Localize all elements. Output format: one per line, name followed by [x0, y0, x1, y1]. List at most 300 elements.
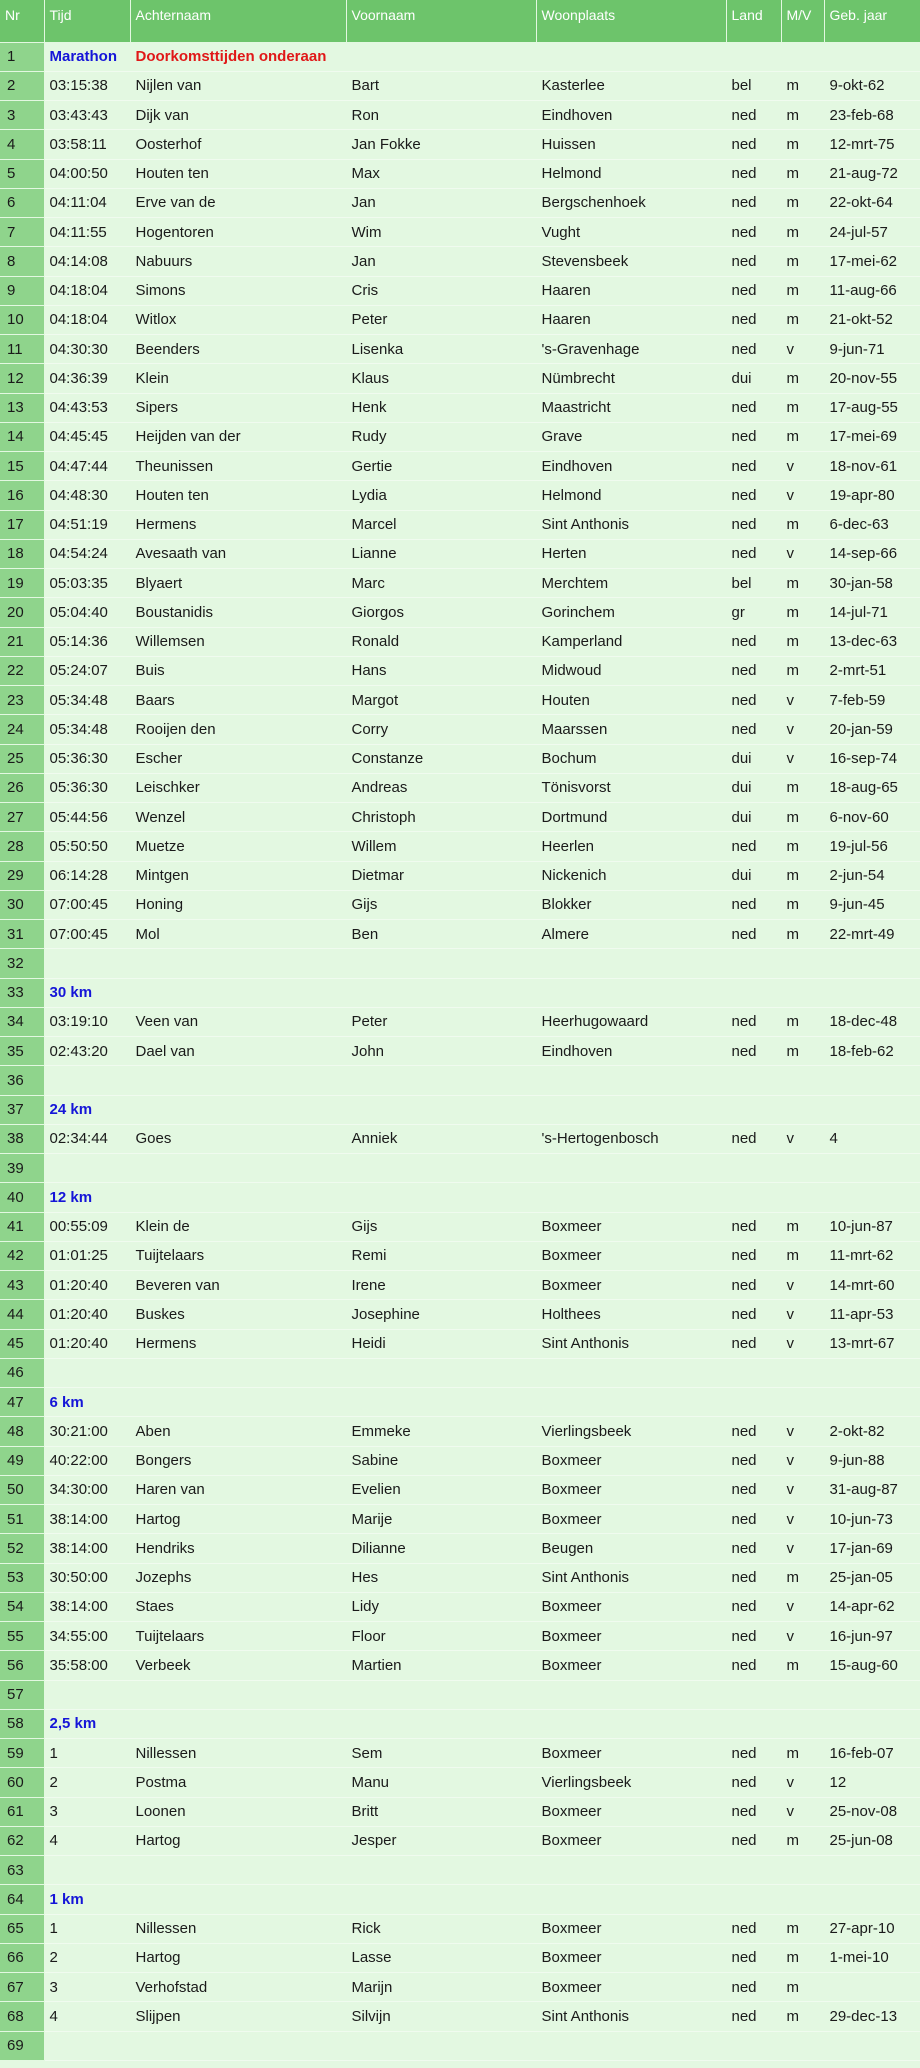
- cell-tijd: 40:22:00: [44, 1446, 130, 1475]
- cell-woonplaats: Boxmeer: [536, 1592, 726, 1621]
- row-number: 4: [0, 130, 44, 159]
- cell-voornaam: Manu: [346, 1768, 536, 1797]
- table-row: [0, 1007, 920, 1036]
- cell-achternaam: Rooijen den: [130, 715, 346, 744]
- row-number: 48: [0, 1417, 44, 1446]
- row-number: 61: [0, 1797, 44, 1826]
- cell-voornaam: [346, 1680, 536, 1709]
- row-number: 55: [0, 1622, 44, 1651]
- cell-land: [726, 1680, 781, 1709]
- header-voornaam: Voornaam: [346, 0, 536, 42]
- table-row: [0, 1241, 920, 1270]
- cell-mv: m: [781, 1212, 824, 1241]
- cell-land: [726, 1856, 781, 1885]
- cell-achternaam: [130, 1709, 346, 1738]
- cell-achternaam: Loonen: [130, 1797, 346, 1826]
- row-number: 22: [0, 656, 44, 685]
- cell-woonplaats: [536, 1885, 726, 1914]
- table-row: [0, 861, 920, 890]
- table-row: [0, 1475, 920, 1504]
- table-row: [0, 393, 920, 422]
- row-number: 52: [0, 1534, 44, 1563]
- table-row: [0, 832, 920, 861]
- cell-land: ned: [726, 452, 781, 481]
- cell-geb-jaar: 18-dec-48: [824, 1007, 920, 1036]
- cell-tijd: 04:45:45: [44, 422, 130, 451]
- cell-geb-jaar: 17-mei-62: [824, 247, 920, 276]
- cell-land: [726, 1183, 781, 1212]
- cell-mv: [781, 1856, 824, 1885]
- cell-voornaam: Britt: [346, 1797, 536, 1826]
- cell-woonplaats: Midwoud: [536, 656, 726, 685]
- cell-achternaam: Hermens: [130, 1329, 346, 1358]
- cell-geb-jaar: 6-dec-63: [824, 510, 920, 539]
- cell-woonplaats: Huissen: [536, 130, 726, 159]
- table-row: [0, 71, 920, 100]
- cell-land: dui: [726, 364, 781, 393]
- cell-geb-jaar: 13-mrt-67: [824, 1329, 920, 1358]
- cell-mv: v: [781, 1417, 824, 1446]
- cell-land: ned: [726, 920, 781, 949]
- cell-voornaam: Rick: [346, 1914, 536, 1943]
- cell-achternaam: Staes: [130, 1592, 346, 1621]
- cell-tijd: 03:58:11: [44, 130, 130, 159]
- cell-woonplaats: Boxmeer: [536, 1241, 726, 1270]
- row-number: 13: [0, 393, 44, 422]
- cell-mv: m: [781, 101, 824, 130]
- row-number: 30: [0, 890, 44, 919]
- cell-voornaam: Emmeke: [346, 1417, 536, 1446]
- cell-geb-jaar: 24-jul-57: [824, 218, 920, 247]
- cell-achternaam: [130, 2031, 346, 2060]
- cell-woonplaats: [536, 1680, 726, 1709]
- cell-land: [726, 978, 781, 1007]
- header-land: Land: [726, 0, 781, 42]
- cell-voornaam: Ron: [346, 101, 536, 130]
- cell-geb-jaar: 25-jan-05: [824, 1563, 920, 1592]
- cell-mv: m: [781, 422, 824, 451]
- cell-tijd: 00:55:09: [44, 1212, 130, 1241]
- cell-mv: m: [781, 890, 824, 919]
- row-number: 9: [0, 276, 44, 305]
- cell-achternaam: Erve van de: [130, 188, 346, 217]
- cell-geb-jaar: 15-aug-60: [824, 1651, 920, 1680]
- table-row: [0, 130, 920, 159]
- cell-mv: v: [781, 1622, 824, 1651]
- cell-achternaam: Buis: [130, 656, 346, 685]
- cell-land: ned: [726, 1651, 781, 1680]
- row-number: 45: [0, 1329, 44, 1358]
- cell-geb-jaar: 6-nov-60: [824, 803, 920, 832]
- table-row: [0, 159, 920, 188]
- table-row: [0, 364, 920, 393]
- cell-woonplaats: Haaren: [536, 276, 726, 305]
- table-row: [0, 773, 920, 802]
- cell-woonplaats: Haaren: [536, 305, 726, 334]
- cell-land: dui: [726, 773, 781, 802]
- cell-land: ned: [726, 1446, 781, 1475]
- row-number: 14: [0, 422, 44, 451]
- cell-voornaam: Floor: [346, 1622, 536, 1651]
- cell-achternaam: Honing: [130, 890, 346, 919]
- cell-woonplaats: Houten: [536, 686, 726, 715]
- table-row: [0, 101, 920, 130]
- cell-woonplaats: [536, 949, 726, 978]
- cell-land: ned: [726, 1475, 781, 1504]
- cell-mv: m: [781, 305, 824, 334]
- row-number: 46: [0, 1358, 44, 1387]
- cell-achternaam: Beveren van: [130, 1271, 346, 1300]
- cell-woonplaats: [536, 1856, 726, 1885]
- table-row: [0, 335, 920, 364]
- cell-woonplaats: Nickenich: [536, 861, 726, 890]
- table-body: [0, 42, 920, 2060]
- cell-voornaam: [346, 1709, 536, 1738]
- cell-woonplaats: Helmond: [536, 481, 726, 510]
- cell-achternaam: Baars: [130, 686, 346, 715]
- cell-achternaam: Simons: [130, 276, 346, 305]
- cell-land: ned: [726, 890, 781, 919]
- cell-tijd: 30:21:00: [44, 1417, 130, 1446]
- cell-tijd: 03:43:43: [44, 101, 130, 130]
- row-number: 23: [0, 686, 44, 715]
- cell-mv: [781, 1095, 824, 1124]
- cell-woonplaats: Stevensbeek: [536, 247, 726, 276]
- cell-mv: m: [781, 1007, 824, 1036]
- cell-mv: m: [781, 627, 824, 656]
- cell-tijd: 04:00:50: [44, 159, 130, 188]
- table-row: [0, 569, 920, 598]
- cell-achternaam: Mol: [130, 920, 346, 949]
- cell-woonplaats: Eindhoven: [536, 1037, 726, 1066]
- cell-land: ned: [726, 393, 781, 422]
- cell-achternaam: Nijlen van: [130, 71, 346, 100]
- cell-woonplaats: Grave: [536, 422, 726, 451]
- row-number: 49: [0, 1446, 44, 1475]
- cell-voornaam: Dilianne: [346, 1534, 536, 1563]
- cell-achternaam: [130, 1885, 346, 1914]
- cell-geb-jaar: [824, 1973, 920, 2002]
- cell-tijd: 34:30:00: [44, 1475, 130, 1504]
- section-label: 24 km: [44, 1095, 130, 1124]
- cell-achternaam: Escher: [130, 744, 346, 773]
- cell-voornaam: [346, 1358, 536, 1387]
- row-number: 20: [0, 598, 44, 627]
- cell-mv: m: [781, 364, 824, 393]
- cell-geb-jaar: [824, 1183, 920, 1212]
- cell-achternaam: Tuijtelaars: [130, 1622, 346, 1651]
- cell-mv: [781, 1183, 824, 1212]
- cell-achternaam: Oosterhof: [130, 130, 346, 159]
- cell-voornaam: John: [346, 1037, 536, 1066]
- cell-geb-jaar: 10-jun-87: [824, 1212, 920, 1241]
- cell-tijd: 07:00:45: [44, 890, 130, 919]
- cell-tijd: 01:20:40: [44, 1271, 130, 1300]
- row-number: 59: [0, 1739, 44, 1768]
- cell-mv: [781, 949, 824, 978]
- cell-land: ned: [726, 1826, 781, 1855]
- cell-tijd: 04:47:44: [44, 452, 130, 481]
- cell-mv: v: [781, 1446, 824, 1475]
- cell-tijd: [44, 1358, 130, 1387]
- cell-mv: [781, 978, 824, 1007]
- cell-tijd: 4: [44, 2002, 130, 2031]
- cell-voornaam: [346, 1095, 536, 1124]
- cell-mv: v: [781, 1768, 824, 1797]
- cell-land: ned: [726, 627, 781, 656]
- section-row: [0, 1885, 920, 1914]
- cell-mv: [781, 1388, 824, 1417]
- row-number: 36: [0, 1066, 44, 1095]
- cell-land: ned: [726, 1563, 781, 1592]
- cell-geb-jaar: 2-mrt-51: [824, 656, 920, 685]
- cell-achternaam: Hartog: [130, 1505, 346, 1534]
- cell-mv: v: [781, 1329, 824, 1358]
- cell-voornaam: Lydia: [346, 481, 536, 510]
- cell-geb-jaar: [824, 1885, 920, 1914]
- cell-mv: v: [781, 744, 824, 773]
- cell-achternaam: Dael van: [130, 1037, 346, 1066]
- row-number: 53: [0, 1563, 44, 1592]
- cell-land: ned: [726, 422, 781, 451]
- cell-achternaam: Klein de: [130, 1212, 346, 1241]
- row-number: 5: [0, 159, 44, 188]
- cell-land: ned: [726, 1739, 781, 1768]
- cell-woonplaats: Kamperland: [536, 627, 726, 656]
- cell-land: [726, 949, 781, 978]
- table-row: [0, 686, 920, 715]
- table-row: [0, 1592, 920, 1621]
- cell-tijd: 34:55:00: [44, 1622, 130, 1651]
- cell-geb-jaar: 9-jun-71: [824, 335, 920, 364]
- row-number: 67: [0, 1973, 44, 2002]
- empty-row: [0, 949, 920, 978]
- row-number: 65: [0, 1914, 44, 1943]
- cell-mv: m: [781, 1651, 824, 1680]
- cell-geb-jaar: 25-jun-08: [824, 1826, 920, 1855]
- cell-geb-jaar: [824, 1358, 920, 1387]
- table-row: [0, 656, 920, 685]
- cell-voornaam: [346, 1154, 536, 1183]
- cell-tijd: 01:20:40: [44, 1300, 130, 1329]
- cell-tijd: 02:43:20: [44, 1037, 130, 1066]
- cell-achternaam: Haren van: [130, 1475, 346, 1504]
- cell-land: ned: [726, 101, 781, 130]
- cell-achternaam: Nillessen: [130, 1739, 346, 1768]
- header-woonplaats: Woonplaats: [536, 0, 726, 42]
- cell-achternaam: [130, 1095, 346, 1124]
- cell-achternaam: Bongers: [130, 1446, 346, 1475]
- cell-tijd: 05:34:48: [44, 686, 130, 715]
- cell-achternaam: Hermens: [130, 510, 346, 539]
- cell-achternaam: Hartog: [130, 1943, 346, 1972]
- cell-land: ned: [726, 1534, 781, 1563]
- cell-achternaam: Sipers: [130, 393, 346, 422]
- cell-land: ned: [726, 335, 781, 364]
- table-row: [0, 452, 920, 481]
- cell-mv: m: [781, 569, 824, 598]
- cell-mv: m: [781, 1943, 824, 1972]
- cell-land: ned: [726, 1241, 781, 1270]
- cell-geb-jaar: [824, 1095, 920, 1124]
- section-row: [0, 978, 920, 1007]
- cell-land: ned: [726, 1124, 781, 1153]
- cell-voornaam: Lasse: [346, 1943, 536, 1972]
- cell-mv: m: [781, 1739, 824, 1768]
- table-row: [0, 890, 920, 919]
- cell-geb-jaar: 17-mei-69: [824, 422, 920, 451]
- cell-tijd: 04:14:08: [44, 247, 130, 276]
- table-row: [0, 1300, 920, 1329]
- cell-mv: m: [781, 832, 824, 861]
- cell-voornaam: Cris: [346, 276, 536, 305]
- cell-geb-jaar: 25-nov-08: [824, 1797, 920, 1826]
- cell-geb-jaar: 14-jul-71: [824, 598, 920, 627]
- cell-achternaam: Nillessen: [130, 1914, 346, 1943]
- empty-row: [0, 1680, 920, 1709]
- cell-geb-jaar: 31-aug-87: [824, 1475, 920, 1504]
- cell-land: ned: [726, 1768, 781, 1797]
- table-row: [0, 1943, 920, 1972]
- cell-geb-jaar: 2-okt-82: [824, 1417, 920, 1446]
- cell-voornaam: Lianne: [346, 539, 536, 568]
- cell-woonplaats: Heerlen: [536, 832, 726, 861]
- cell-land: ned: [726, 159, 781, 188]
- cell-achternaam: [130, 978, 346, 1007]
- cell-land: [726, 1885, 781, 1914]
- cell-geb-jaar: 14-mrt-60: [824, 1271, 920, 1300]
- cell-voornaam: Remi: [346, 1241, 536, 1270]
- cell-tijd: 04:48:30: [44, 481, 130, 510]
- row-number: 54: [0, 1592, 44, 1621]
- cell-mv: v: [781, 539, 824, 568]
- table-row: [0, 1797, 920, 1826]
- section-row: [0, 42, 920, 71]
- cell-land: ned: [726, 1797, 781, 1826]
- cell-land: [726, 1358, 781, 1387]
- cell-voornaam: [346, 1885, 536, 1914]
- row-number: 32: [0, 949, 44, 978]
- cell-geb-jaar: 10-jun-73: [824, 1505, 920, 1534]
- table-row: [0, 598, 920, 627]
- cell-geb-jaar: 18-aug-65: [824, 773, 920, 802]
- cell-woonplaats: Dortmund: [536, 803, 726, 832]
- cell-mv: v: [781, 1271, 824, 1300]
- table-row: [0, 627, 920, 656]
- row-number: 68: [0, 2002, 44, 2031]
- cell-mv: [781, 1885, 824, 1914]
- cell-woonplaats: Boxmeer: [536, 1943, 726, 1972]
- cell-woonplaats: Boxmeer: [536, 1271, 726, 1300]
- cell-woonplaats: Maastricht: [536, 393, 726, 422]
- cell-woonplaats: [536, 1358, 726, 1387]
- cell-woonplaats: [536, 1066, 726, 1095]
- row-number: 31: [0, 920, 44, 949]
- cell-land: ned: [726, 539, 781, 568]
- cell-land: [726, 1388, 781, 1417]
- cell-mv: m: [781, 1914, 824, 1943]
- cell-geb-jaar: [824, 1388, 920, 1417]
- cell-achternaam: [130, 1856, 346, 1885]
- cell-woonplaats: Sint Anthonis: [536, 1563, 726, 1592]
- row-number: 24: [0, 715, 44, 744]
- table-row: [0, 1534, 920, 1563]
- cell-voornaam: Giorgos: [346, 598, 536, 627]
- table-header: [0, 0, 920, 42]
- cell-mv: v: [781, 1592, 824, 1621]
- cell-woonplaats: Holthees: [536, 1300, 726, 1329]
- cell-land: dui: [726, 744, 781, 773]
- row-number: 41: [0, 1212, 44, 1241]
- cell-tijd: 03:15:38: [44, 71, 130, 100]
- cell-mv: [781, 1358, 824, 1387]
- table-row: [0, 1505, 920, 1534]
- cell-tijd: 05:03:35: [44, 569, 130, 598]
- row-number: 17: [0, 510, 44, 539]
- row-number: 44: [0, 1300, 44, 1329]
- cell-woonplaats: Boxmeer: [536, 1914, 726, 1943]
- cell-woonplaats: Sint Anthonis: [536, 2002, 726, 2031]
- cell-geb-jaar: 11-mrt-62: [824, 1241, 920, 1270]
- table-row: [0, 715, 920, 744]
- table-row: [0, 1446, 920, 1475]
- cell-tijd: 04:43:53: [44, 393, 130, 422]
- cell-tijd: 1: [44, 1914, 130, 1943]
- cell-land: [726, 1066, 781, 1095]
- cell-voornaam: Bart: [346, 71, 536, 100]
- cell-woonplaats: Boxmeer: [536, 1505, 726, 1534]
- cell-mv: m: [781, 920, 824, 949]
- cell-woonplaats: Boxmeer: [536, 1826, 726, 1855]
- cell-geb-jaar: 22-mrt-49: [824, 920, 920, 949]
- cell-tijd: 03:19:10: [44, 1007, 130, 1036]
- cell-achternaam: Houten ten: [130, 481, 346, 510]
- row-number: 12: [0, 364, 44, 393]
- cell-land: bel: [726, 71, 781, 100]
- row-number: 58: [0, 1709, 44, 1738]
- cell-land: [726, 1095, 781, 1124]
- cell-achternaam: Hartog: [130, 1826, 346, 1855]
- cell-voornaam: [346, 1856, 536, 1885]
- row-number: 28: [0, 832, 44, 861]
- cell-voornaam: Peter: [346, 1007, 536, 1036]
- header-nr: Nr: [0, 0, 44, 42]
- cell-geb-jaar: 17-aug-55: [824, 393, 920, 422]
- cell-voornaam: Hans: [346, 656, 536, 685]
- cell-woonplaats: Heerhugowaard: [536, 1007, 726, 1036]
- cell-achternaam: [130, 1066, 346, 1095]
- row-number: 39: [0, 1154, 44, 1183]
- table-row: [0, 1417, 920, 1446]
- cell-voornaam: Jan Fokke: [346, 130, 536, 159]
- cell-mv: m: [781, 393, 824, 422]
- cell-mv: v: [781, 481, 824, 510]
- cell-geb-jaar: 16-sep-74: [824, 744, 920, 773]
- cell-land: ned: [726, 1417, 781, 1446]
- row-number: 3: [0, 101, 44, 130]
- cell-voornaam: Christoph: [346, 803, 536, 832]
- cell-geb-jaar: 20-nov-55: [824, 364, 920, 393]
- cell-achternaam: Witlox: [130, 305, 346, 334]
- row-number: 25: [0, 744, 44, 773]
- row-number: 2: [0, 71, 44, 100]
- cell-land: ned: [726, 1300, 781, 1329]
- cell-voornaam: Marc: [346, 569, 536, 598]
- cell-woonplaats: Boxmeer: [536, 1797, 726, 1826]
- table-row: [0, 1973, 920, 2002]
- cell-mv: [781, 1154, 824, 1183]
- cell-geb-jaar: 11-aug-66: [824, 276, 920, 305]
